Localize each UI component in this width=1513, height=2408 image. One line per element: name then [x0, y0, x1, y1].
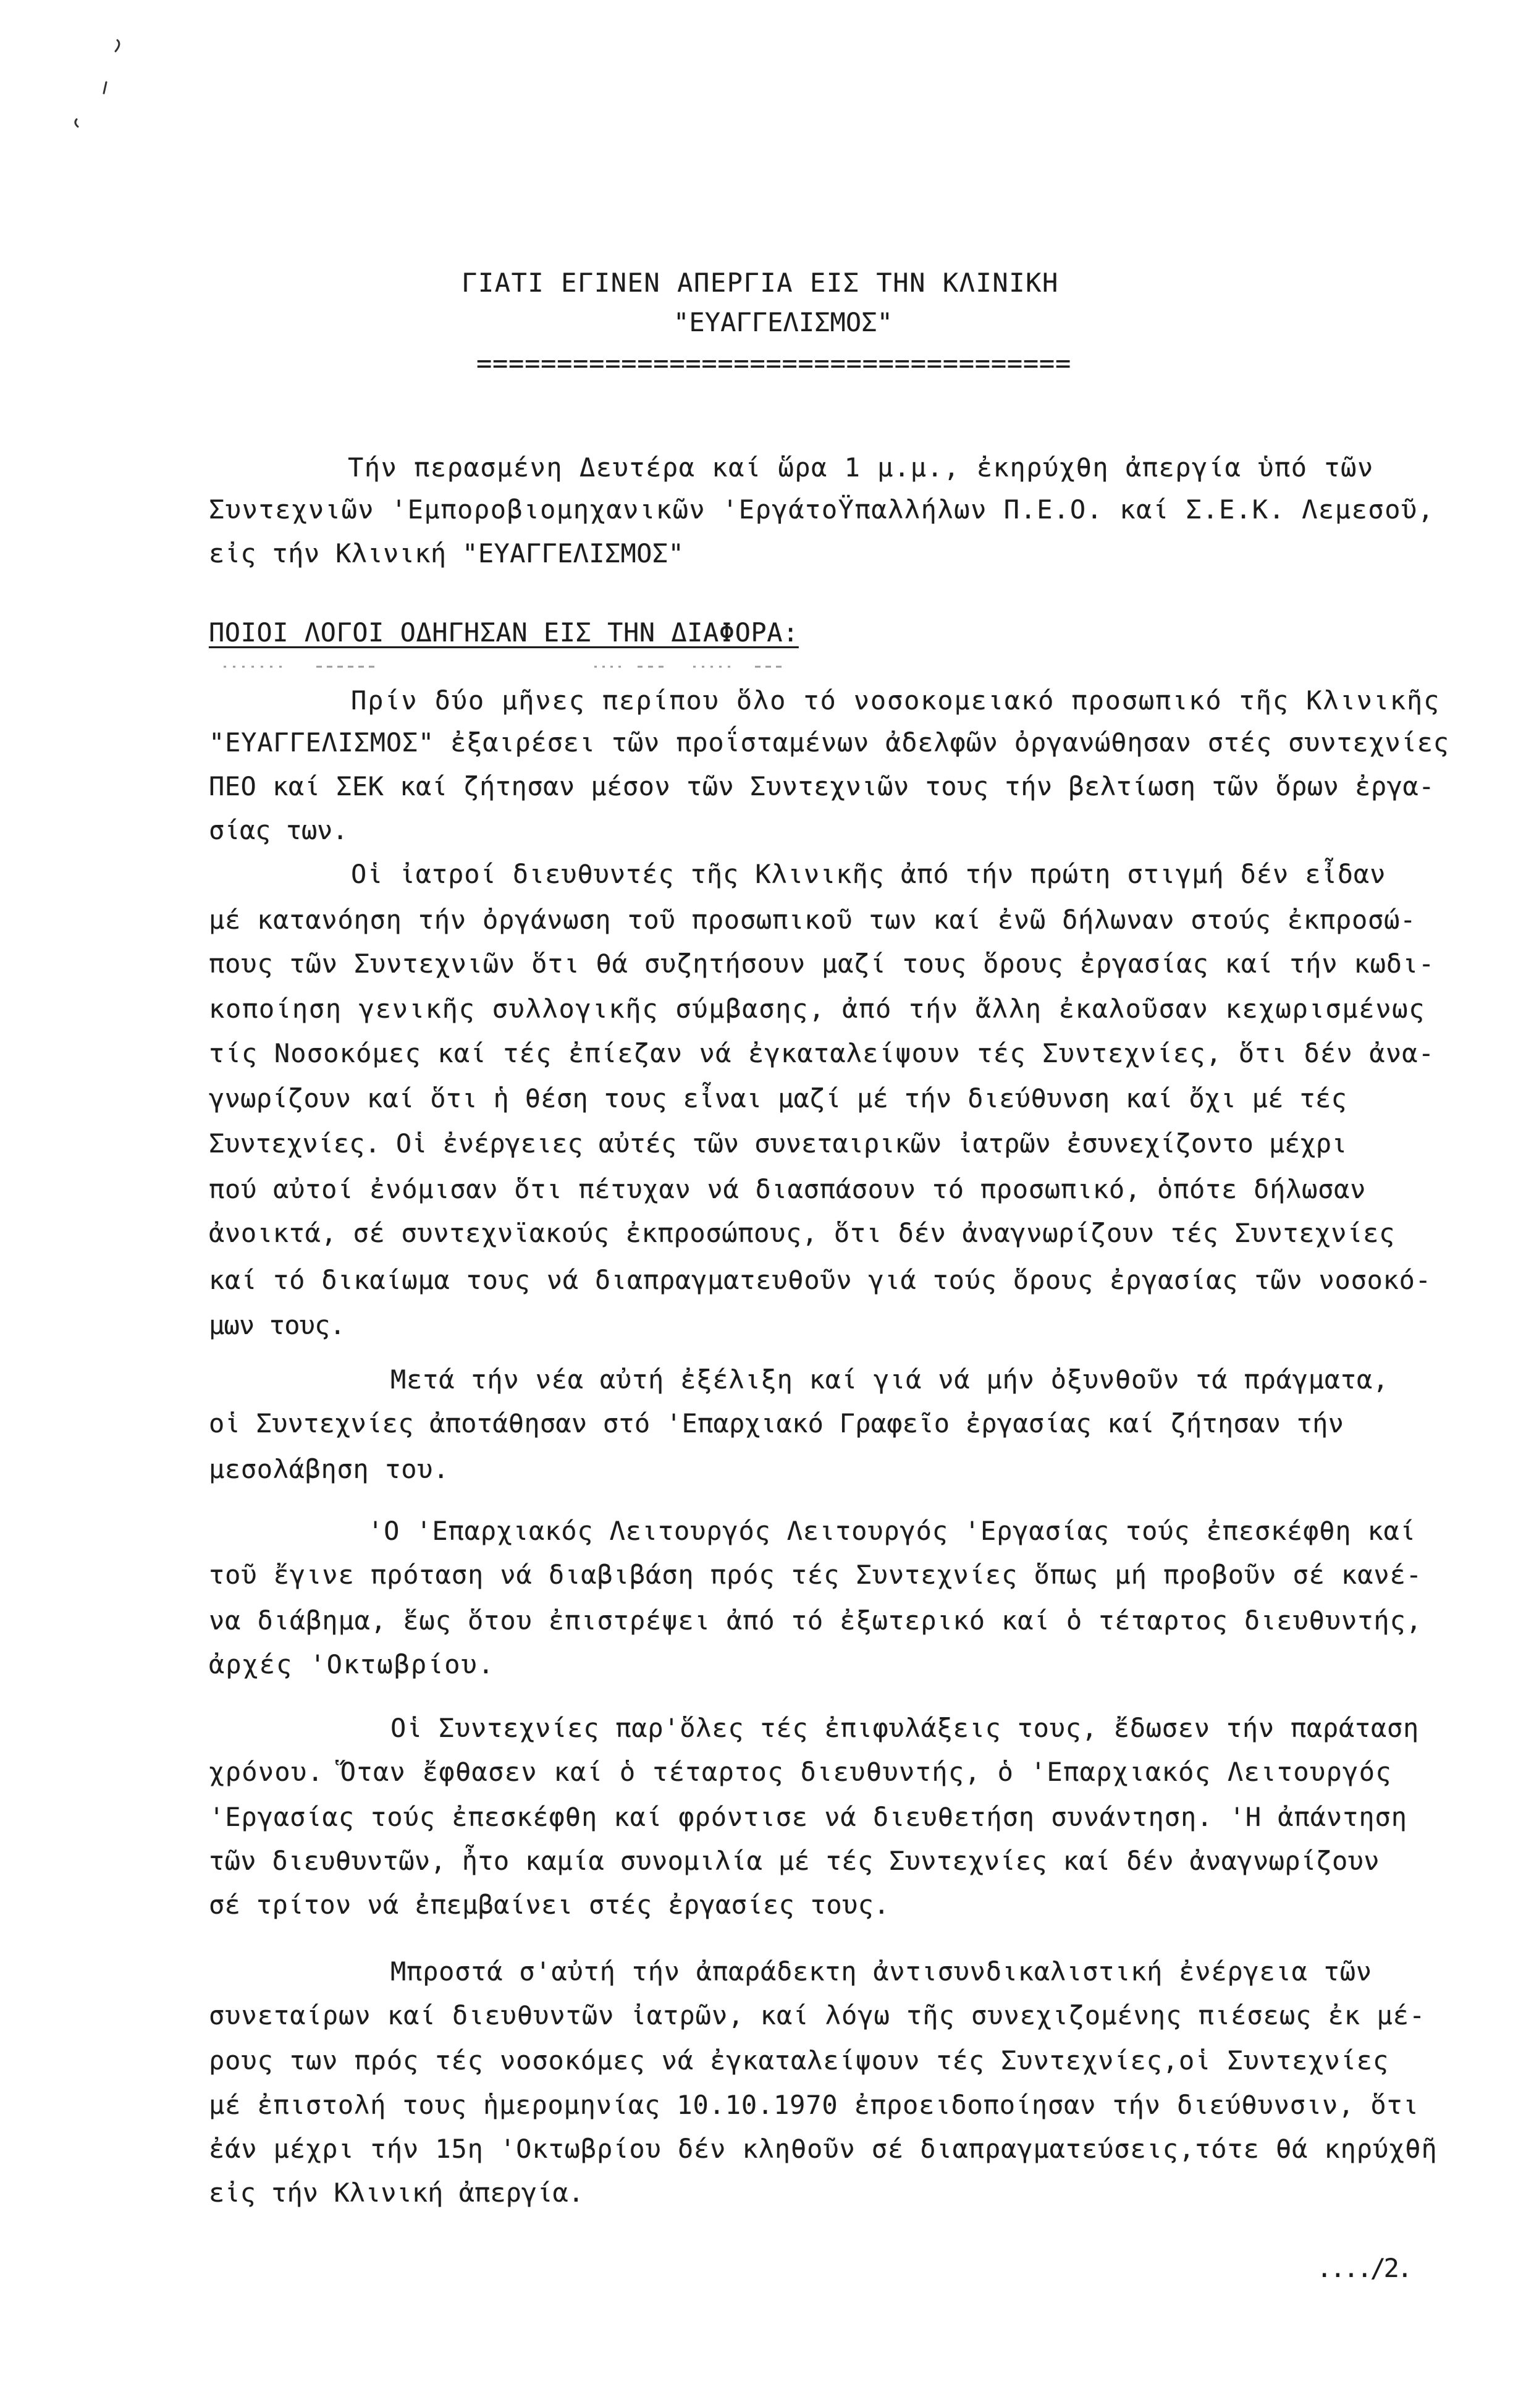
- paragraph: [209, 852, 1451, 1348]
- title-block: [461, 261, 1073, 386]
- paragraph-line: Πρίν δύο μῆνες περίπου ὅλο τό νοσοκομειακό προσωπικό τῆς Κλινικῆς: [351, 685, 1441, 716]
- paragraph-line: καί τό δικαίωμα τους νά διαπραγματευθοῦν γιά τούς ὅρους ἐργασίας τῶν νοσοκό-: [209, 1265, 1431, 1295]
- paragraph-line: ἐάν μέχρι τήν 15η 'Οκτωβρίου δέν κληθοῦν σέ διαπραγματεύσεις,τότε θά κηρύχθῆ: [209, 2134, 1438, 2164]
- page-continuation-marker: ..../2.: [1317, 2253, 1411, 2283]
- paragraph-line: πους τῶν Συντεχνιῶν ὅτι θά συζητήσουν μαζί τους ὅρους ἐργασίας καί τήν κωδι-: [209, 948, 1435, 979]
- paragraph-line: οἱ Συντεχνίες ἀποτάθησαν στό 'Επαρχιακό Γραφεῖο ἐργασίας καί ζήτησαν τήν: [209, 1408, 1344, 1438]
- paragraph-line: συνεταίρων καί διευθυντῶν ἰατρῶν, καί λόγω τῆς συνεχιζομένης πιέσεως ἐκ μέ-: [209, 2000, 1426, 2030]
- paragraph-line: ΠΕΟ καί ΣΕΚ καί ζήτησαν μέσον τῶν Συντεχνιῶν τους τήν βελτίωση τῶν ὅρων ἐργα-: [209, 771, 1435, 801]
- paragraph-line: Συντεχνιῶν 'Εμποροβιομηχανικῶν 'ΕργάτοΫπαλλήλων Π.Ε.Ο. καί Σ.Ε.Κ. Λεμεσοῦ,: [209, 494, 1435, 525]
- paragraph-line: εἰς τήν Κλινική ἀπεργία.: [209, 2178, 584, 2208]
- paragraph-line: τοῦ ἔγινε πρόταση νά διαβιβάση πρός τές Συντεχνίες ὅπως μή προβοῦν σέ κανέ-: [209, 1560, 1422, 1590]
- paragraph: [209, 1950, 1451, 2215]
- paragraph-line: τῶν διευθυντῶν, ἦτο καμία συνομιλία μέ τές Συντεχνίες καί δέν ἀναγνωρίζουν: [209, 1846, 1380, 1876]
- paragraph-line: 'Εργασίας τούς ἐπεσκέφθη καί φρόντισε νά διευθετήση συνάντηση. 'Η ἀπάντηση: [209, 1802, 1407, 1832]
- paragraph-line: χρόνου. Ὅταν ἔφθασεν καί ὁ τέταρτος διευθυντής, ὁ 'Επαρχιακός Λειτουργός: [209, 1757, 1392, 1787]
- paragraph-line: μέ κατανόηση τήν ὀργάνωση τοῦ προσωπικοῦ των καί ἐνῶ δήλωναν στούς ἐκπροσώ-: [209, 905, 1417, 935]
- paragraph-line: ἀρχές 'Οκτωβρίου.: [209, 1649, 495, 1679]
- paragraph-line: Μετά τήν νέα αὐτή ἐξέλιξη καί γιά νά μήν ὀξυνθοῦν τά πράγματα,: [390, 1364, 1389, 1395]
- section-heading: ΠΟΙΟΙ ΛΟΓΟΙ ΟΔΗΓΗΣΑΝ ΕΙΣ ΤΗΝ ΔΙΑΦΟΡΑ:: [209, 617, 799, 648]
- paragraph: [209, 1509, 1451, 1687]
- paragraph: [209, 1358, 1451, 1492]
- document-subtitle: "ΕΥΑΓΓΕΛΙΣΜΟΣ": [673, 307, 893, 337]
- paragraph-line: να διάβημα, ἕως ὅτου ἐπιστρέψει ἀπό τό ἐξωτερικό καί ὁ τέταρτος διευθυντής,: [209, 1605, 1422, 1636]
- paragraph-line: 'Ο 'Επαρχιακός Λειτουργός Λειτουργός 'Εργασίας τούς ἐπεσκέφθη καί: [368, 1516, 1416, 1546]
- paragraph: [209, 678, 1451, 853]
- paragraph-line: γνωρίζουν καί ὅτι ἡ θέση τους εἶναι μαζί μέ τήν διεύθυνση καί ὄχι μέ τές: [209, 1083, 1347, 1113]
- paragraph-line: σίας των.: [209, 815, 348, 845]
- paragraph-line: τίς Νοσοκόμες καί τές ἐπίεζαν νά ἐγκαταλείψουν τές Συντεχνίες, ὅτι δέν ἀνα-: [209, 1038, 1435, 1068]
- paragraph-line: Οἱ Συντεχνίες παρ'ὅλες τές ἐπιφυλάξεις τους, ἔδωσεν τήν παράταση: [390, 1713, 1420, 1743]
- paragraph-line: Συντεχνίες. Οἱ ἐνέργειες αὐτές τῶν συνεταιρικῶν ἰατρῶν ἐσυνεχίζοντο μέχρι: [209, 1128, 1347, 1159]
- paragraph-line: "ΕΥΑΓΓΕΛΙΣΜΟΣ" ἐξαιρέσει τῶν προΐσταμένων ἀδελφῶν ὀργανώθησαν στές συντεχνίες: [209, 727, 1449, 758]
- paragraph-line: Μπροστά σ'αὐτή τήν ἀπαράδεκτη ἀντισυνδικαλιστική ἐνέργεια τῶν: [390, 1956, 1372, 1987]
- handwritten-marks: [68, 34, 136, 139]
- paragraph-line: ρους των πρός τές νοσοκόμες νά ἐγκαταλείψουν τές Συντεχνίες,οἱ Συντεχνίες: [209, 2045, 1389, 2076]
- paragraph-line: Οἱ ἰατροί διευθυντές τῆς Κλινικῆς ἀπό τήν πρώτη στιγμή δέν εἶδαν: [351, 859, 1386, 889]
- document-title: ΓΙΑΤΙ ΕΓΙΝΕΝ ΑΠΕΡΓΙΑ ΕΙΣ ΤΗΝ ΚΛΙΝΙΚΗ: [461, 268, 1059, 298]
- paragraph-line: κοποίηση γενικῆς συλλογικῆς σύμβασης, ἀπό τήν ἄλλη ἐκαλοῦσαν κεχωρισμένως: [209, 994, 1426, 1024]
- paragraph-line: μέ ἐπιστολή τους ἡμερομηνίας 10.10.1970 ἐπροειδοποίησαν τήν διεύθυνσιν, ὅτι: [209, 2090, 1419, 2120]
- stray-typewriter-marks: [224, 662, 792, 671]
- paragraph-line: ἀνοικτά, σέ συντεχνϊακούς ἐκπροσώπους, ὅτι δέν ἀναγνωρίζουν τές Συντεχνίες: [209, 1218, 1396, 1248]
- paragraph-line: μεσολάβηση του.: [209, 1454, 450, 1484]
- intro-paragraph: [209, 446, 1451, 576]
- title-rule: =====================================: [476, 348, 1071, 378]
- paragraph: [209, 1706, 1451, 1927]
- paragraph-line: σέ τρίτον νά ἐπεμβαίνει στές ἐργασίες τους.: [209, 1890, 890, 1920]
- paragraph-line: Τήν περασμένη Δευτέρα καί ὥρα 1 μ.μ., ἐκηρύχθη ἀπεργία ὑπό τῶν: [348, 452, 1374, 483]
- paragraph-line: μων τους.: [209, 1310, 345, 1340]
- paragraph-line: πού αὐτοί ἐνόμισαν ὅτι πέτυχαν νά διασπάσουν τό προσωπικό, ὁπότε δήλωσαν: [209, 1174, 1367, 1204]
- paragraph-line: εἰς τήν Κλινική "ΕΥΑΓΓΕΛΙΣΜΟΣ": [209, 538, 685, 568]
